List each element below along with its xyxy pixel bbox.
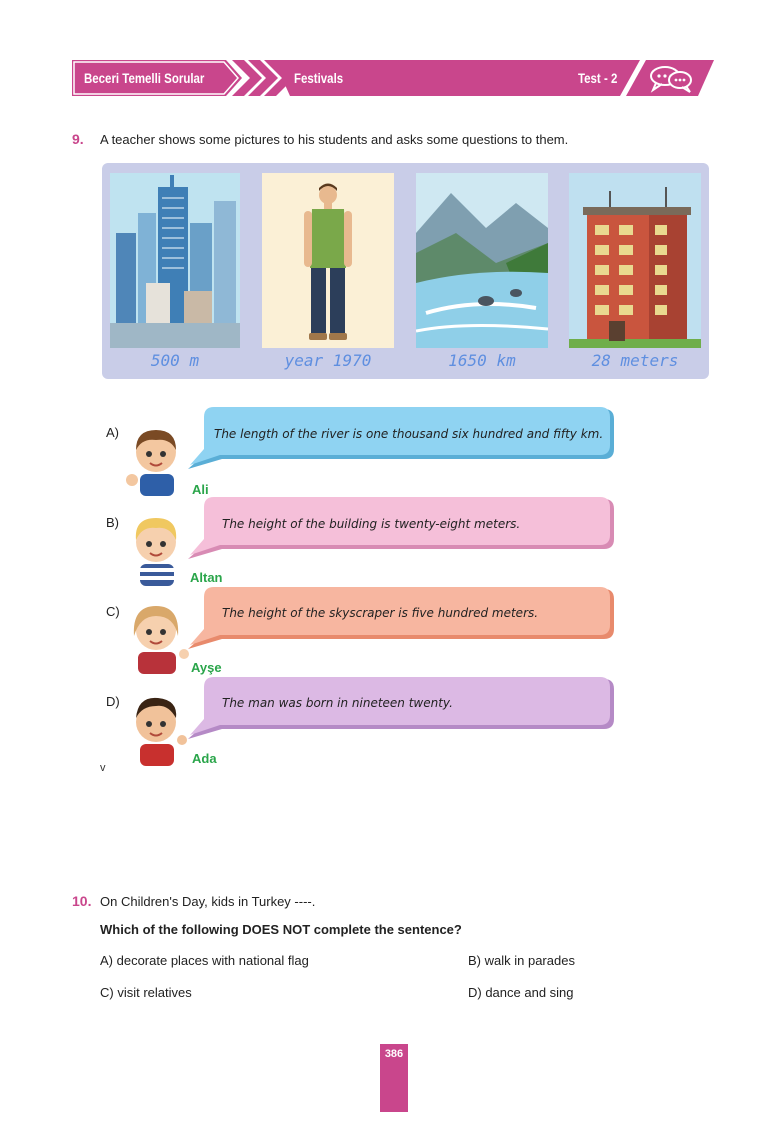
- option-a-text: The length of the river is one thousand six hundred and fifty km.: [214, 427, 604, 441]
- question-10-number: 10.: [72, 893, 92, 909]
- ali-avatar-icon: [122, 418, 190, 496]
- caption-skyscrapers: 500 m: [150, 351, 200, 370]
- speech-bubbles-icon: [648, 64, 694, 94]
- question-10-text: On Children's Day, kids in Turkey ----.: [100, 894, 316, 909]
- option-c-letter[interactable]: C): [106, 604, 120, 619]
- option-d-letter[interactable]: D): [106, 694, 120, 709]
- section-label: Beceri Temelli Sorular: [84, 70, 205, 86]
- question-9-text: A teacher shows some pictures to his students and asks some questions to them.: [100, 132, 569, 147]
- page-number-tab: [380, 1044, 408, 1112]
- ada-name: Ada: [192, 751, 217, 766]
- choice-b[interactable]: B) walk in parades: [468, 953, 575, 968]
- choice-d[interactable]: D) dance and sing: [468, 985, 574, 1000]
- choice-c[interactable]: C) visit relatives: [100, 985, 192, 1000]
- header-banner: [0, 0, 760, 110]
- pictures-panel: [102, 163, 709, 379]
- ayse-avatar-icon: [122, 596, 190, 674]
- option-b-text: The height of the building is twenty-eight meters.: [222, 517, 521, 531]
- test-label: Test - 2: [578, 70, 618, 86]
- stray-mark: v: [100, 762, 106, 774]
- option-d-text: The man was born in nineteen twenty.: [222, 696, 453, 710]
- ali-name: Ali: [192, 482, 209, 497]
- question-9-number: 9.: [72, 131, 84, 147]
- option-c-text: The height of the skyscraper is five hundred meters.: [222, 606, 539, 620]
- altan-name: Altan: [190, 570, 223, 585]
- caption-building: 28 meters: [591, 351, 679, 370]
- building-picture: [569, 173, 701, 348]
- caption-river: 1650 km: [448, 351, 516, 370]
- option-a-letter[interactable]: A): [106, 425, 119, 440]
- caption-man: year 1970: [284, 351, 372, 370]
- choice-a[interactable]: A) decorate places with national flag: [100, 953, 309, 968]
- option-b-letter[interactable]: B): [106, 515, 119, 530]
- ayse-name: Ayşe: [191, 660, 222, 675]
- page-number: 386: [384, 1048, 404, 1060]
- river-picture: [416, 173, 548, 348]
- altan-avatar-icon: [122, 508, 190, 586]
- question-10-prompt: Which of the following DOES NOT complete the sentence?: [100, 922, 462, 937]
- ada-avatar-icon: [122, 688, 190, 766]
- topic-label: Festivals: [294, 70, 344, 86]
- man-picture: [262, 173, 394, 348]
- skyscrapers-picture: [110, 173, 240, 348]
